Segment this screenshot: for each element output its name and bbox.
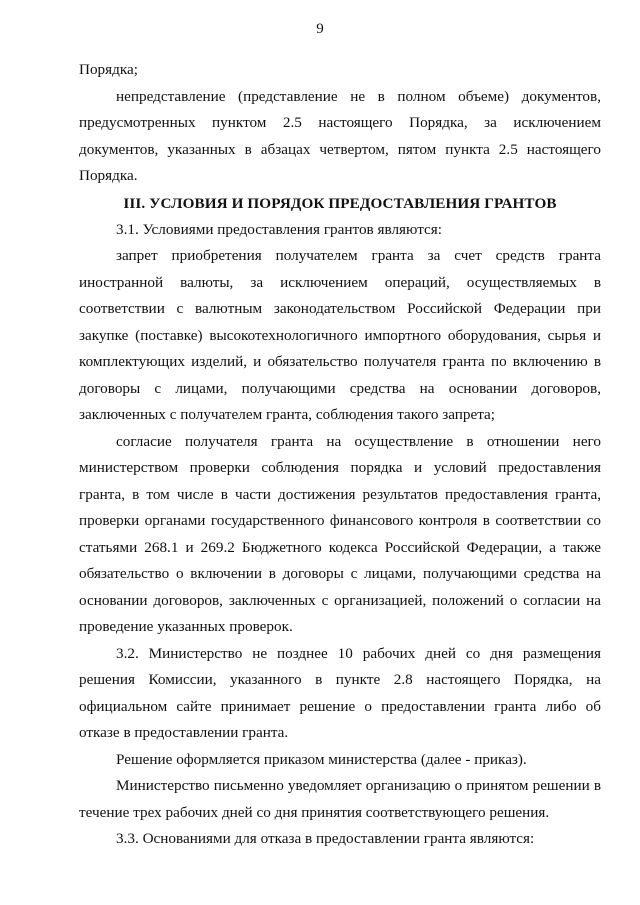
page-number: 9 <box>316 21 324 37</box>
paragraph-3-2: 3.2. Министерство не позднее 10 рабочих дней со дня размещения решения Комиссии, указанного в пункте 2.8 настоящего Порядка, на официальном сайте принимает решение о предоставлении гранта либо об отказе в предоставлении гранта. <box>79 644 601 741</box>
paragraph-nonsubmission: непредставление (представление не в полном объеме) документов, предусмотренных пунктом 2.5 настоящего Порядка, за исключением документов, указанных в абзацах четвертом, пятом пункта 2.5 настоящего Порядка. <box>79 87 601 184</box>
paragraph-currency-ban: запрет приобретения получателем гранта за счет средств гранта иностранной валюты, за исключением операций, осуществляемых в соответствии с валютным законодательством Российской Федерации при закупке (поставке) высокотехнологичного импортного оборудования, сырья и комплектующих изделий, и обязательство получателя гранта по включению в договоры с лицами, получающими средства на основании договоров, заключенных с получателем гранта, соблюдения такого запрета; <box>79 247 601 423</box>
paragraph-notification: Министерство письменно уведомляет организацию о принятом решении в течение трех рабочих дней со дня принятия соответствующего решения. <box>79 777 601 821</box>
paragraph-3-1: 3.1. Условиями предоставления грантов являются: <box>116 220 442 238</box>
document-body <box>79 57 601 853</box>
paragraph-inspection-consent: согласие получателя гранта на осуществление в отношении него министерством проверки соблюдения порядка и условий предоставления гранта, в том числе в части достижения результатов предоставления гранта, проверки органами государственного финансового контроля в соответствии со статьями 268.1 и 269.2 Бюджетного кодекса Российской Федерации, а также обязательство о включении в договоры с лицами, получающими средства на основании договоров, заключенных с организацией, положений о согласии на проведение указанных проверок. <box>79 432 601 635</box>
paragraph-continuation: Порядка; <box>79 61 138 78</box>
paragraph-3-3: 3.3. Основаниями для отказа в предоставлении гранта являются: <box>116 830 535 847</box>
section-heading: III. УСЛОВИЯ И ПОРЯДОК ПРЕДОСТАВЛЕНИЯ ГРАНТОВ <box>123 194 557 212</box>
paragraph-order-decision: Решение оформляется приказом министерства (далее - приказ). <box>116 750 527 768</box>
